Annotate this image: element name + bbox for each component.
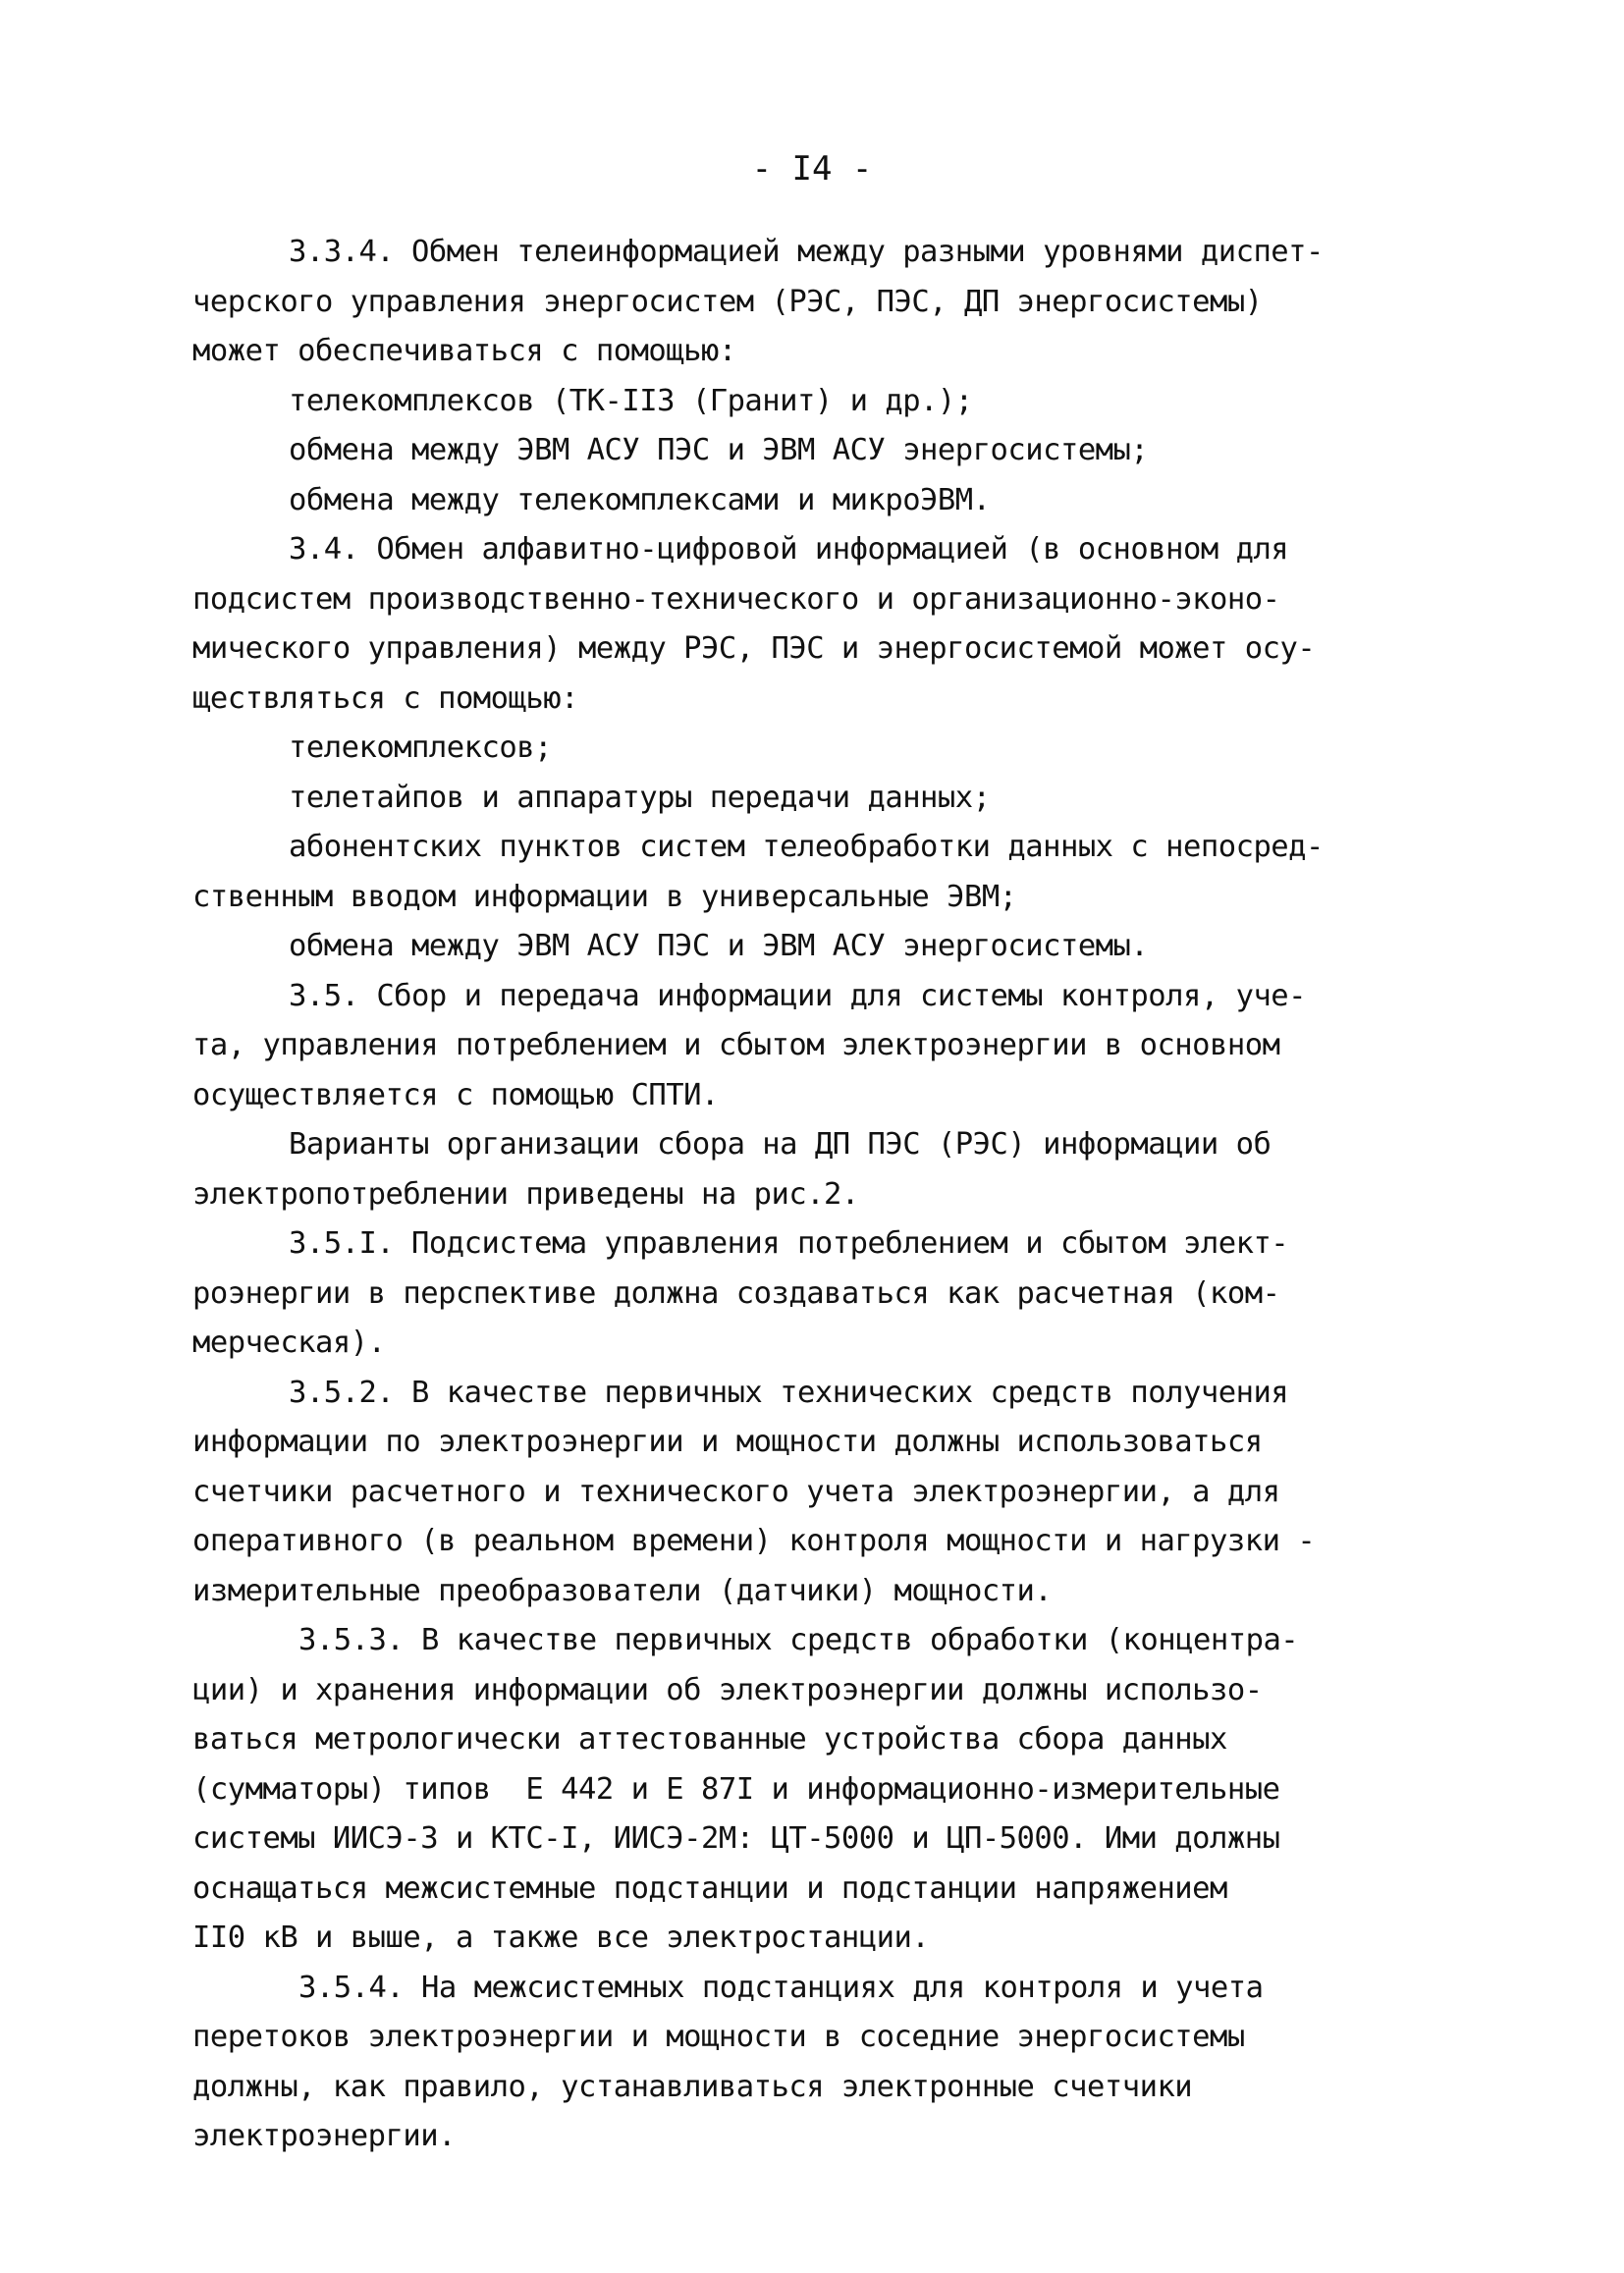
list-item-subscriber-points-line-1: абонентских пунктов систем телеобработки данных с непосред- xyxy=(289,830,1324,864)
list-item-teletypes: телетайпов и аппаратуры передачи данных; xyxy=(289,780,991,815)
paragraph-3-5-1-line-2: роэнергии в перспективе должна создаваться как расчетная (ком- xyxy=(192,1275,1280,1311)
paragraph-3-5-3-line-3: ваться метрологически аттестованные устройства сбора данных xyxy=(192,1722,1227,1757)
paragraph-3-5-3-line-4: (сумматоры) типов Е 442 и Е 87I и информационно-измерительные xyxy=(192,1771,1280,1807)
paragraph-3-3-4-line-1: 3.3.4. Обмен телеинформацией между разными уровнями диспет- xyxy=(289,235,1324,269)
list-item-evm-exchange-2: обмена между ЭВМ АСУ ПЭС и ЭВМ АСУ энергосистемы. xyxy=(289,929,1149,963)
paragraph-3-5-1-line-1: 3.5.I. Подсистема управления потреблением и сбытом элект- xyxy=(289,1226,1289,1261)
list-item-subscriber-points-line-2: ственным вводом информации в универсальные ЭВМ; xyxy=(192,879,1017,914)
paragraph-3-4-line-1: 3.4. Обмен алфавитно-цифровой информацией (в основном для xyxy=(289,532,1289,567)
paragraph-3-4-line-3: мического управления) между РЭС, ПЭС и энергосистемой может осу- xyxy=(192,631,1316,666)
paragraph-3-5-2-line-4: оперативного (в реальном времени) контроля мощности и нагрузки - xyxy=(192,1524,1316,1558)
paragraph-3-5-4-line-4: электроэнергии. xyxy=(192,2119,456,2153)
paragraph-3-5-3-line-6: оснащаться межсистемные подстанции и подстанции напряжением xyxy=(192,1870,1227,1906)
paragraph-3-5-3-line-5: системы ИИСЭ-3 и КТС-I, ИИСЭ-2М: ЦТ-5000 и ЦП-5000. Ими должны xyxy=(192,1821,1280,1856)
page-number: - I4 - xyxy=(751,149,873,189)
list-item-telecomplexes: телекомплексов (ТК-II3 (Гранит) и др.); xyxy=(289,383,973,418)
paragraph-variants-line-1: Варианты организации сбора на ДП ПЭС (РЭС) информации об xyxy=(289,1127,1272,1162)
paragraph-3-5-4-line-3: должны, как правило, устанавливаться электронные счетчики xyxy=(192,2069,1193,2104)
paragraph-3-4-line-2: подсистем производственно-технического и организационно-эконо- xyxy=(192,581,1280,617)
paragraph-3-5-3-line-2: ции) и хранения информации об электроэнергии должны использо- xyxy=(192,1672,1263,1707)
paragraph-3-3-4-line-2: черского управления энергосистем (РЭС, ПЭС, ДП энергосистемы) xyxy=(192,284,1263,319)
paragraph-3-5-line-1: 3.5. Сбор и передача информации для системы контроля, уче- xyxy=(289,978,1307,1013)
list-item-evm-exchange: обмена между ЭВМ АСУ ПЭС и ЭВМ АСУ энергосистемы; xyxy=(289,433,1149,467)
paragraph-3-5-2-line-2: информации по электроэнергии и мощности должны использоваться xyxy=(192,1425,1263,1459)
paragraph-3-5-4-line-1: 3.5.4. На межсистемных подстанциях для контроля и учета xyxy=(298,1970,1264,2005)
paragraph-3-5-2-line-1: 3.5.2. В качестве первичных технических средств получения xyxy=(289,1375,1289,1410)
list-item-telecomplexes-2: телекомплексов; xyxy=(289,731,552,765)
paragraph-3-3-4-line-3: может обеспечиваться с помощью: xyxy=(192,334,736,368)
paragraph-3-5-line-3: осуществляется с помощью СПТИ. xyxy=(192,1077,719,1112)
list-item-micro-evm: обмена между телекомплексами и микроЭВМ. xyxy=(289,482,991,517)
paragraph-3-5-3-line-1: 3.5.3. В качестве первичных средств обработки (концентра- xyxy=(298,1623,1299,1657)
paragraph-3-5-2-line-5: измерительные преобразователи (датчики) мощности. xyxy=(192,1573,1053,1608)
paragraph-3-5-line-2: та, управления потреблением и сбытом электроэнергии в основном xyxy=(192,1028,1280,1062)
paragraph-3-5-2-line-3: счетчики расчетного и технического учета электроэнергии, а для xyxy=(192,1474,1280,1509)
paragraph-3-5-3-line-7: II0 кВ и выше, а также все электростанции. xyxy=(192,1921,930,1955)
document-body xyxy=(192,228,1489,2162)
paragraph-3-4-line-4: ществляться с помощью: xyxy=(192,680,578,716)
paragraph-variants-line-2: электропотреблении приведены на рис.2. xyxy=(192,1176,859,1212)
paragraph-3-5-1-line-3: мерческая). xyxy=(192,1326,386,1360)
paragraph-3-5-4-line-2: перетоков электроэнергии и мощности в соседние энергосистемы xyxy=(192,2020,1245,2054)
